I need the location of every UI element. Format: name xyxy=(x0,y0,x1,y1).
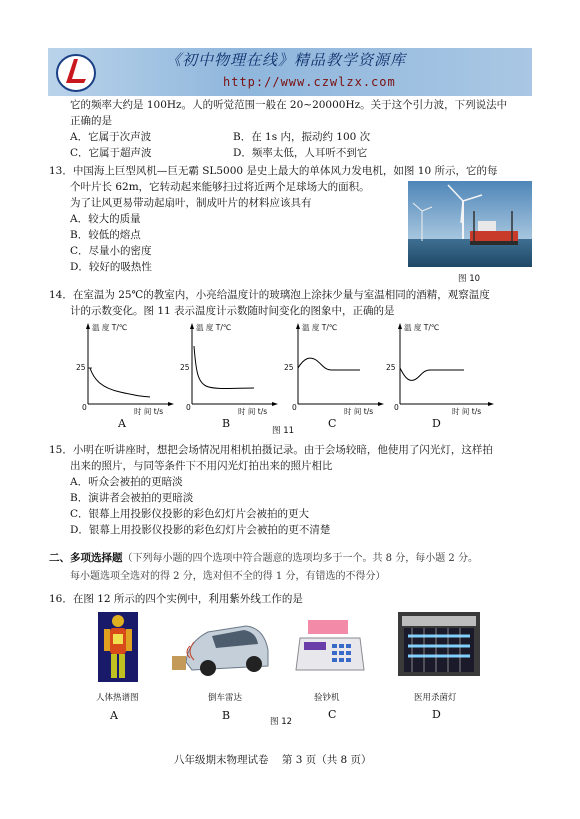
banner-title: 《初中物理在线》精品教学资源库 xyxy=(166,51,407,69)
banner-url: http://www.czwlzx.com xyxy=(223,75,396,89)
graph-c xyxy=(280,320,390,435)
wind-turbine-photo xyxy=(408,181,532,267)
graph-a-ylabel: 温 度 T/℃ xyxy=(92,323,128,332)
q16-letter-d: D xyxy=(432,708,441,721)
graph-d-xlabel: 时 间 t/s xyxy=(452,407,482,416)
graph-a xyxy=(70,320,180,435)
q12-option-a: A．它属于次声波 xyxy=(70,131,152,143)
graph-d-letter: D xyxy=(432,417,441,430)
figure-11-caption: 图 11 xyxy=(272,426,295,436)
graph-c-ylabel: 温 度 T/℃ xyxy=(302,323,338,332)
q12-option-d: D．频率太低，人耳听不到它 xyxy=(233,147,368,159)
page-footer: 八年级期末物理试卷 第 3 页（共 8 页） xyxy=(174,754,372,766)
graph-a-ytick: 25 xyxy=(76,363,86,372)
section-2-heading: 二、多项选择题 xyxy=(49,552,123,564)
graph-a-letter: A xyxy=(118,417,126,430)
uv-sterilizer-lamp-image xyxy=(398,612,480,676)
graph-d-origin: 0 xyxy=(394,403,399,412)
section-2-note-2: 每小题选项全选对的得 2 分，选对但不全的得 1 分，有错选的不得分） xyxy=(70,571,386,582)
graph-c-plot xyxy=(280,320,390,412)
graph-a-origin: 0 xyxy=(82,403,87,412)
graph-b xyxy=(174,320,284,435)
q14-line-1: 14．在室温为 25℃的教室内，小亮给温度计的玻璃泡上涂抹少量与室温相同的酒精，观察温度 xyxy=(49,289,490,301)
graph-d xyxy=(382,320,502,435)
q13-option-d: D．较好的吸热性 xyxy=(70,261,152,273)
graph-c-xlabel: 时 间 t/s xyxy=(344,407,374,416)
figure-11-graphs xyxy=(70,320,532,438)
graph-a-plot xyxy=(70,320,180,412)
reverse-radar-car-image xyxy=(168,612,274,684)
q16-line: 16．在图 12 所示的四个实例中，利用紫外线工作的是 xyxy=(49,593,303,605)
q16-letter-a: A xyxy=(110,709,118,722)
q14-line-2: 计的示数变化。图 11 表示温度计示数随时间变化的图象中，正确的是 xyxy=(70,305,395,317)
section-2-heading-row xyxy=(49,550,478,567)
graph-d-ytick: 25 xyxy=(386,363,396,372)
graph-b-xlabel: 时 间 t/s xyxy=(238,407,268,416)
graph-b-letter: B xyxy=(222,417,231,430)
q12-line-1: 它的频率大约是 100Hz。人的听觉范围一般在 20~20000Hz。关于这个引力波，下列说法中 xyxy=(70,99,508,111)
q16-letter-c: C xyxy=(328,708,337,721)
q15-option-c: C．银幕上用投影仪投影的彩色幻灯片会被拍的更大 xyxy=(70,508,310,520)
site-logo-icon xyxy=(54,51,98,93)
graph-c-ytick: 25 xyxy=(284,363,294,372)
q16-caption-a: 人体热谱图 xyxy=(96,693,139,703)
graph-d-ylabel: 温 度 T/℃ xyxy=(404,323,440,332)
q16-caption-d: 医用杀菌灯 xyxy=(414,693,457,703)
q13-option-b: B．较低的熔点 xyxy=(70,229,141,241)
header-banner xyxy=(48,48,532,96)
q13-line-2: 个叶片长 62m，它转动起来能够扫过将近两个足球场大的面积。 xyxy=(70,181,370,193)
q12-line-2: 正确的是 xyxy=(70,115,112,127)
q15-line-2: 出来的照片，与同等条件下不用闪光灯拍出来的照片相比 xyxy=(70,460,333,472)
graph-b-origin: 0 xyxy=(186,403,191,412)
graph-a-xlabel: 时 间 t/s xyxy=(134,407,164,416)
section-2-note-1: （下列每小题的四个选项中符合题意的选项均多于一个。共 8 分，每小题 2 分。 xyxy=(122,553,478,564)
graph-d-plot xyxy=(382,320,500,412)
graph-c-origin: 0 xyxy=(292,403,297,412)
q15-option-a: A．听众会被拍的更暗淡 xyxy=(70,476,183,488)
graph-b-ytick: 25 xyxy=(180,363,190,372)
q16-letter-b: B xyxy=(222,709,231,722)
q13-option-a: A．较大的质量 xyxy=(70,213,141,225)
q12-option-b: B．在 1s 内，振动约 100 次 xyxy=(233,131,371,143)
q15-line-1: 15．小明在听讲座时，想把会场情况用相机拍摄记录。由于会场较暗，他使用了闪光灯，这样拍 xyxy=(49,444,493,456)
figure-12-caption: 图 12 xyxy=(270,717,293,727)
graph-b-plot xyxy=(174,320,284,412)
q16-caption-b: 倒车雷达 xyxy=(208,693,243,703)
q13-option-c: C．尽量小的密度 xyxy=(70,245,152,257)
q13-line-1: 13．中国海上巨型风机—巨无霸 SL5000 是史上最大的单体风力发电机，如图 10 所示，它的每 xyxy=(49,165,498,177)
q13-line-3: 为了让风更易带动起扇叶，制成叶片的材料应该具有 xyxy=(70,197,312,209)
graph-c-letter: C xyxy=(328,417,337,430)
thermal-body-image xyxy=(98,612,138,682)
money-detector-image xyxy=(294,616,368,676)
q16-caption-c: 验钞机 xyxy=(314,693,340,703)
q15-option-b: B．演讲者会被拍的更暗淡 xyxy=(70,492,194,504)
figure-10-caption: 图 10 xyxy=(458,274,481,284)
q12-option-c: C．它属于超声波 xyxy=(70,147,152,159)
q15-option-d: D．银幕上用投影仪投影的彩色幻灯片会被拍的更不清楚 xyxy=(70,524,331,536)
graph-b-ylabel: 温 度 T/℃ xyxy=(196,323,232,332)
